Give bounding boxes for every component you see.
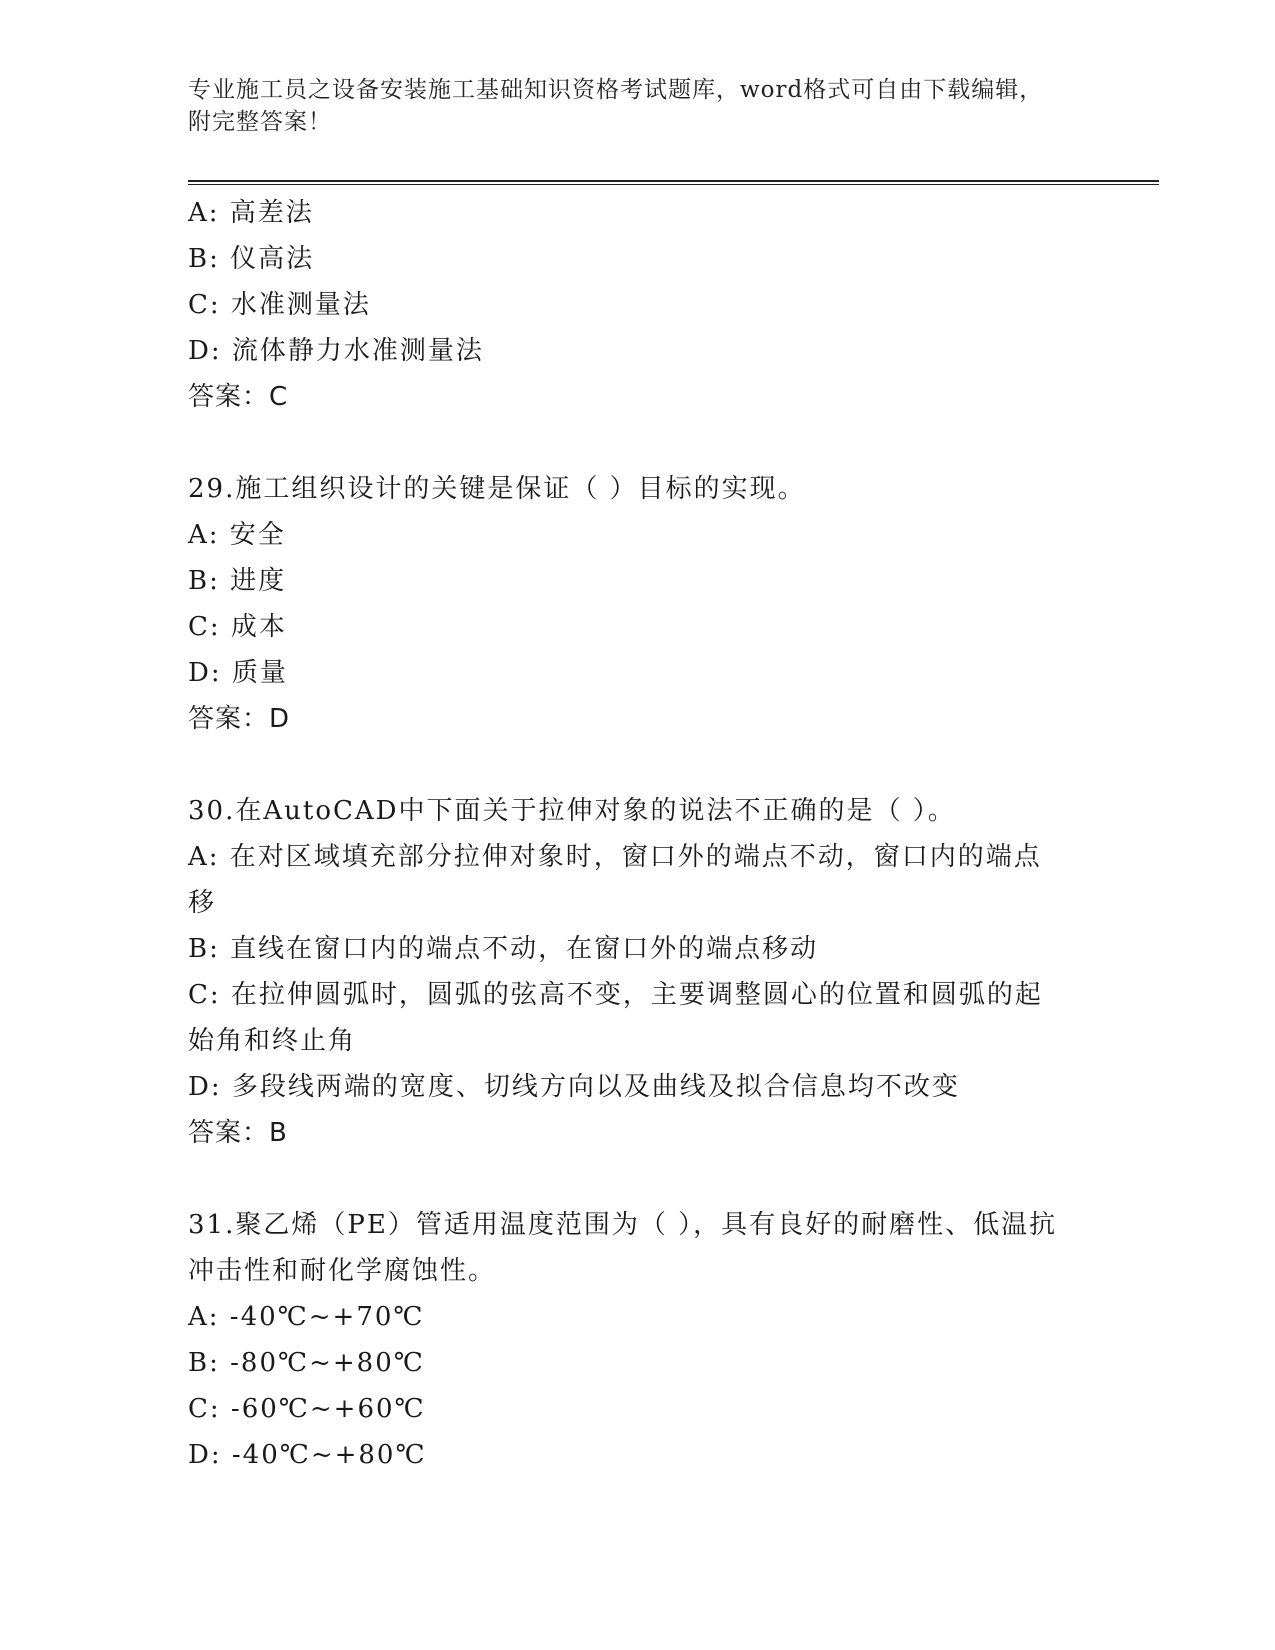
option-c: C: 在拉伸圆弧时，圆弧的弦高不变，主要调整圆心的位置和圆弧的起始角和终止角 bbox=[188, 980, 1043, 1056]
option-c: C: 水准测量法 bbox=[188, 290, 371, 320]
option-b: B: 进度 bbox=[188, 566, 287, 596]
option-a: A: 高差法 bbox=[188, 198, 314, 228]
header-divider-thin bbox=[188, 184, 1159, 185]
option-d: D: -40℃~+80℃ bbox=[188, 1440, 427, 1470]
header-line-2: 附完整答案！ bbox=[188, 109, 332, 135]
option-c: C: -60℃~+60℃ bbox=[188, 1394, 426, 1424]
option-b: B: 直线在窗口内的端点不动，在窗口外的端点移动 bbox=[188, 934, 819, 964]
answer: 答案：D bbox=[188, 704, 291, 734]
answer: 答案：B bbox=[188, 1118, 288, 1148]
option-c: C: 成本 bbox=[188, 612, 287, 642]
question-text: 30.在AutoCAD中下面关于拉伸对象的说法不正确的是（ ）。 bbox=[188, 796, 956, 826]
question-30 bbox=[188, 788, 1088, 1156]
document-header bbox=[188, 74, 1088, 138]
header-divider bbox=[188, 180, 1159, 182]
question-28 bbox=[188, 190, 1088, 420]
question-31 bbox=[188, 1202, 1088, 1478]
spacer bbox=[188, 420, 1088, 466]
option-d: D: 流体静力水准测量法 bbox=[188, 336, 484, 366]
option-a: A: 安全 bbox=[188, 520, 286, 550]
question-list bbox=[188, 190, 1088, 1478]
header-line-1: 专业施工员之设备安装施工基础知识资格考试题库，word格式可自由下载编辑， bbox=[188, 77, 1044, 103]
answer: 答案：C bbox=[188, 382, 289, 412]
spacer bbox=[188, 742, 1088, 788]
option-a: A: -40℃~+70℃ bbox=[188, 1302, 425, 1332]
question-text: 29.施工组织设计的关键是保证（ ）目标的实现。 bbox=[188, 474, 806, 504]
option-a: A: 在对区域填充部分拉伸对象时，窗口外的端点不动，窗口内的端点移 bbox=[188, 842, 1042, 918]
question-29 bbox=[188, 466, 1088, 742]
option-b: B: -80℃~+80℃ bbox=[188, 1348, 425, 1378]
question-text: 31.聚乙烯（PE）管适用温度范围为（ ），具有良好的耐磨性、低温抗冲击性和耐化学腐蚀性。 bbox=[188, 1210, 1058, 1286]
option-b: B: 仪高法 bbox=[188, 244, 315, 274]
option-d: D: 多段线两端的宽度、切线方向以及曲线及拟合信息均不改变 bbox=[188, 1072, 960, 1102]
spacer bbox=[188, 1156, 1088, 1202]
option-d: D: 质量 bbox=[188, 658, 288, 688]
